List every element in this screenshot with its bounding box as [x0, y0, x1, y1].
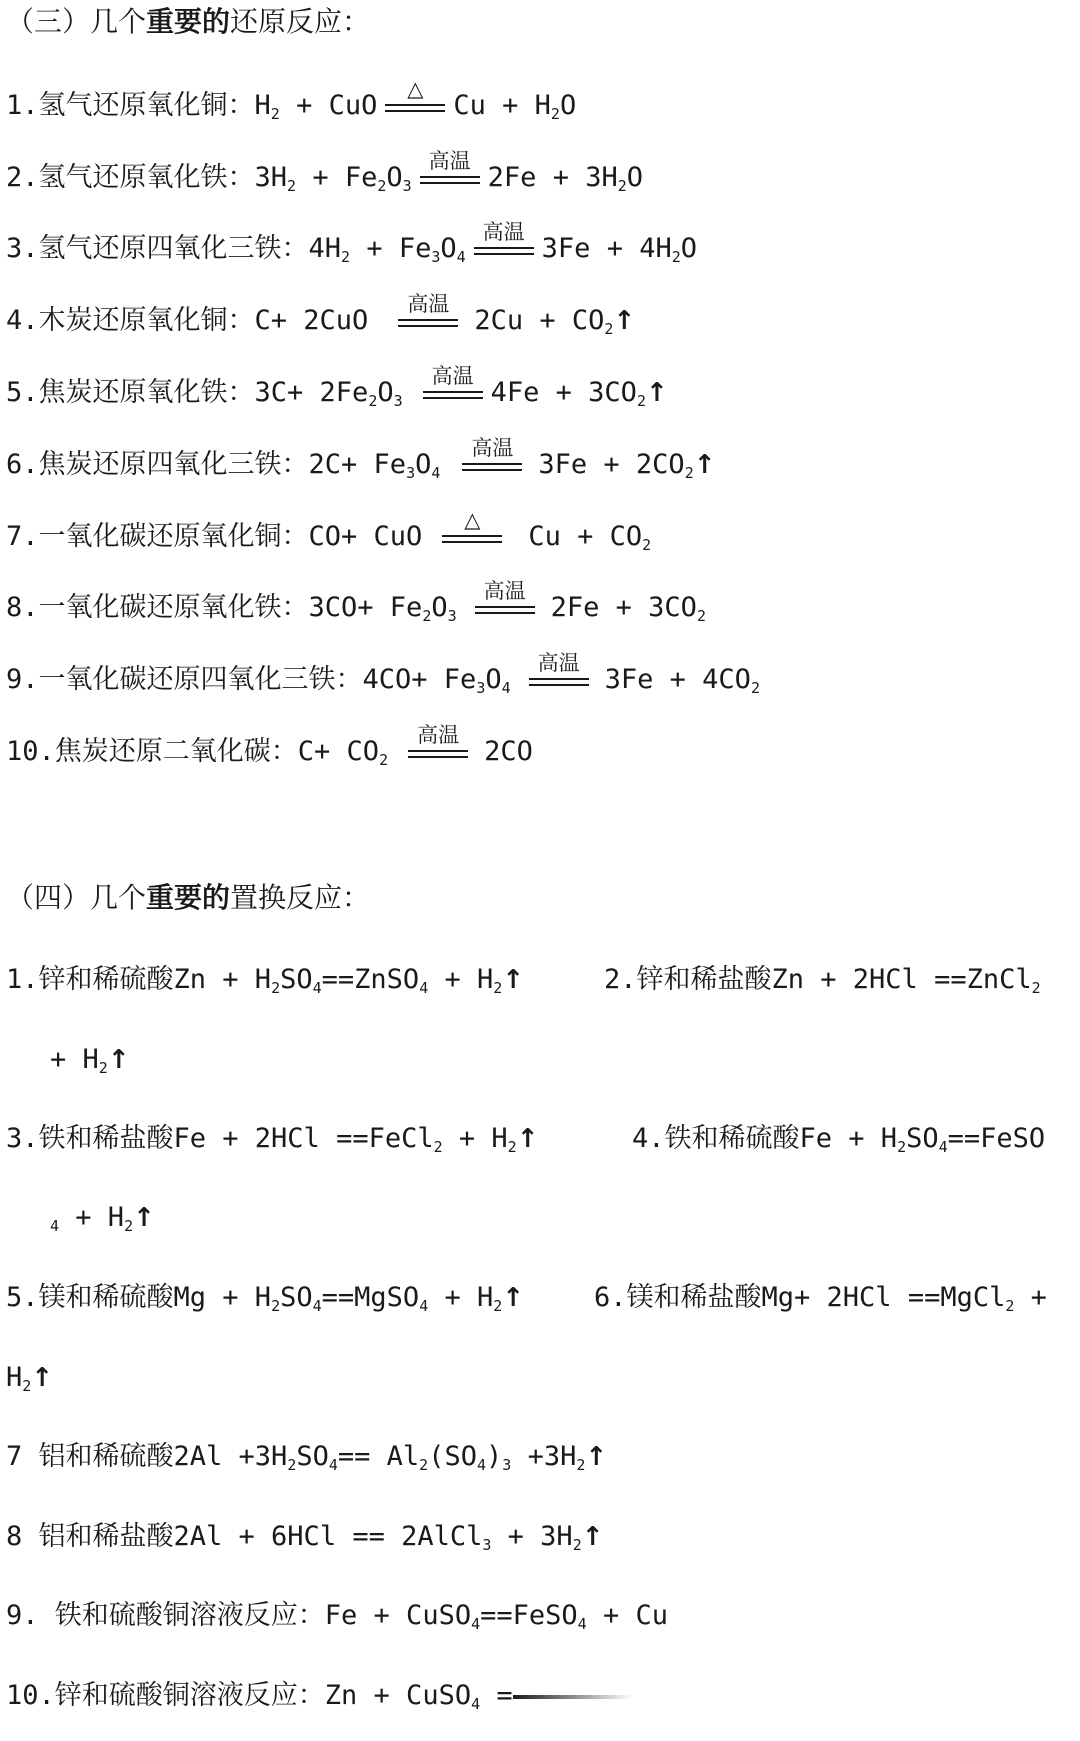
delta-icon: △	[407, 77, 424, 101]
up-arrow-icon: ↑	[516, 1124, 539, 1154]
heading-rest: 置换反应：	[230, 881, 371, 914]
rhs: $2Fe + 3CO_2$	[550, 592, 706, 625]
high-temp-condition: 高温	[460, 447, 524, 483]
heating-condition	[383, 77, 447, 124]
reaction-label: 8 铝和稀盐酸	[6, 1521, 174, 1552]
displacement-8	[6, 1519, 604, 1559]
reaction-label: 5.焦炭还原氧化铁：	[6, 377, 255, 408]
reduction-9	[6, 651, 760, 702]
section-3-heading	[6, 4, 370, 44]
lhs: $3CO+ Fe_2O_3$	[308, 592, 457, 625]
reaction-label: 6.焦炭还原四氧化三铁：	[6, 449, 309, 480]
rhs: $2Fe + 3H_2O$	[487, 162, 644, 195]
reaction-label: 9.一氧化碳还原四氧化三铁：	[6, 664, 363, 695]
displacement-7	[6, 1439, 607, 1479]
up-arrow-icon: ↑	[585, 1442, 608, 1472]
reaction-label: 7 铝和稀硫酸	[6, 1441, 174, 1472]
reaction-label: 9. 铁和硫酸铜溶液反应：	[6, 1600, 325, 1631]
heading-bold: 重要的	[146, 881, 231, 914]
high-temp-condition: 高温	[421, 375, 485, 411]
lhs: C+ 2CuO	[254, 305, 369, 336]
displacement-10	[6, 1678, 633, 1718]
equation: $Fe + H_2SO_4==FeSO$	[799, 1123, 1046, 1156]
equation: Zn + 2HCl ==ZnCl$_2$	[771, 964, 1041, 997]
reaction-label: 2.锌和稀盐酸	[604, 964, 772, 995]
high-temp-condition: 高温	[406, 734, 470, 770]
lhs: $H_2$ + CuO	[254, 90, 378, 123]
reduction-4	[6, 292, 636, 343]
up-arrow-icon: ↑	[107, 1045, 130, 1075]
heading-prefix: （四）几个	[6, 881, 147, 914]
reduction-8	[6, 579, 706, 630]
equation: $2Al +3H_2SO_4== Al_2(SO_4)_3 +3H_2$	[173, 1441, 586, 1474]
reduction-3	[6, 220, 698, 271]
reaction-label: 3.铁和稀盐酸	[6, 1123, 174, 1154]
high-temp-condition: 高温	[472, 231, 536, 267]
up-arrow-icon: ↑	[581, 1522, 604, 1552]
rhs: $Cu + H_2O$	[453, 90, 577, 123]
rhs: 2CO	[484, 736, 533, 767]
rhs: $3Fe + 4CO_2$	[604, 664, 760, 697]
reduction-5	[6, 364, 668, 415]
heading-prefix: （三）几个	[6, 5, 147, 38]
displacement-5	[6, 1280, 524, 1320]
lhs: $2C+ Fe_3O_4$	[308, 449, 441, 482]
rhs: $3Fe + 4H_2O$	[541, 233, 698, 266]
up-arrow-icon: ↑	[502, 1283, 525, 1313]
equation: $Mg + H_2SO_4==MgSO_4 + H_2$	[173, 1282, 503, 1315]
rhs: $3Fe + 2CO_2$	[538, 449, 694, 482]
reaction-label: 4.木炭还原氧化铜：	[6, 305, 255, 336]
displacement-3	[6, 1121, 539, 1161]
lhs: $4CO+ Fe_3O_4$	[362, 664, 511, 697]
heating-condition	[440, 508, 504, 555]
lhs: $C+ CO_2$	[297, 736, 389, 769]
high-temp-condition: 高温	[473, 590, 537, 626]
displacement-2	[604, 962, 1041, 1002]
displacement-4	[632, 1121, 1045, 1161]
displacement-1	[6, 962, 524, 1002]
up-arrow-icon: ↑	[645, 378, 668, 408]
heading-rest: 还原反应：	[230, 5, 371, 38]
reaction-label: 10.焦炭还原二氧化碳：	[6, 736, 298, 767]
faded-equals-mark	[513, 1695, 633, 1699]
reduction-2	[6, 149, 644, 200]
reduction-7	[6, 508, 652, 559]
lhs: $4H_2 + Fe_3O_4$	[308, 233, 466, 266]
equation: $Zn + H_2SO_4==ZnSO_4 + H_2$	[173, 964, 503, 997]
equation: 2Al + 6HCl == 2AlCl$_3$ + $3H_2$	[173, 1521, 582, 1554]
reaction-label: 3.氢气还原四氧化三铁：	[6, 233, 309, 264]
displacement-2-continued: + $H_2↑$	[50, 1044, 130, 1077]
equation: Fe + CuSO$_4$==FeSO$_4$ + Cu	[324, 1600, 668, 1633]
high-temp-condition: 高温	[527, 662, 591, 698]
up-arrow-icon: ↑	[693, 450, 716, 480]
rhs: $4Fe + 3CO_2$	[490, 377, 646, 410]
equation: Fe + 2HCl ==FeCl$_2$ + $H_2$	[173, 1123, 517, 1156]
lhs: $3C+ 2Fe_2O_3$	[254, 377, 403, 410]
displacement-6	[594, 1280, 1047, 1320]
equation: Mg+ 2HCl ==MgCl$_2$ +	[761, 1282, 1047, 1315]
reduction-6	[6, 436, 716, 487]
reaction-label: 6.镁和稀盐酸	[594, 1282, 762, 1313]
delta-icon: △	[464, 508, 481, 532]
reduction-10	[6, 723, 533, 774]
reaction-label: 2.氢气还原氧化铁：	[6, 162, 255, 193]
heading-bold: 重要的	[146, 5, 231, 38]
displacement-6-continued: $H_2↑$	[6, 1362, 54, 1395]
reaction-label: 1.氢气还原氧化铜：	[6, 90, 255, 121]
high-temp-condition: 高温	[396, 303, 460, 339]
section-4-heading	[6, 880, 370, 920]
high-temp-condition: 高温	[418, 160, 482, 196]
equation: Zn + CuSO$_4$ =	[324, 1680, 513, 1713]
reaction-label: 7.一氧化碳还原氧化铜：	[6, 521, 309, 552]
reaction-label: 5.镁和稀硫酸	[6, 1282, 174, 1313]
lhs: CO+ CuO	[308, 521, 423, 552]
reduction-1	[6, 77, 577, 128]
reaction-label: 1.锌和稀硫酸	[6, 964, 174, 995]
reaction-label: 10.锌和硫酸铜溶液反应：	[6, 1680, 325, 1711]
displacement-9	[6, 1598, 668, 1638]
rhs: $2Cu + CO_2$	[474, 305, 614, 338]
displacement-4-continued: $_4 + H_2↑$	[50, 1202, 155, 1235]
reaction-label: 8.一氧化碳还原氧化铁：	[6, 592, 309, 623]
up-arrow-icon: ↑	[613, 306, 636, 336]
up-arrow-icon: ↑	[502, 965, 525, 995]
lhs: $3H_2 + Fe_2O_3$	[254, 162, 412, 195]
rhs: $Cu + CO_2$	[528, 521, 652, 554]
up-arrow-icon: ↑	[31, 1363, 54, 1393]
up-arrow-icon: ↑	[133, 1203, 155, 1233]
reaction-label: 4.铁和稀硫酸	[632, 1123, 800, 1154]
